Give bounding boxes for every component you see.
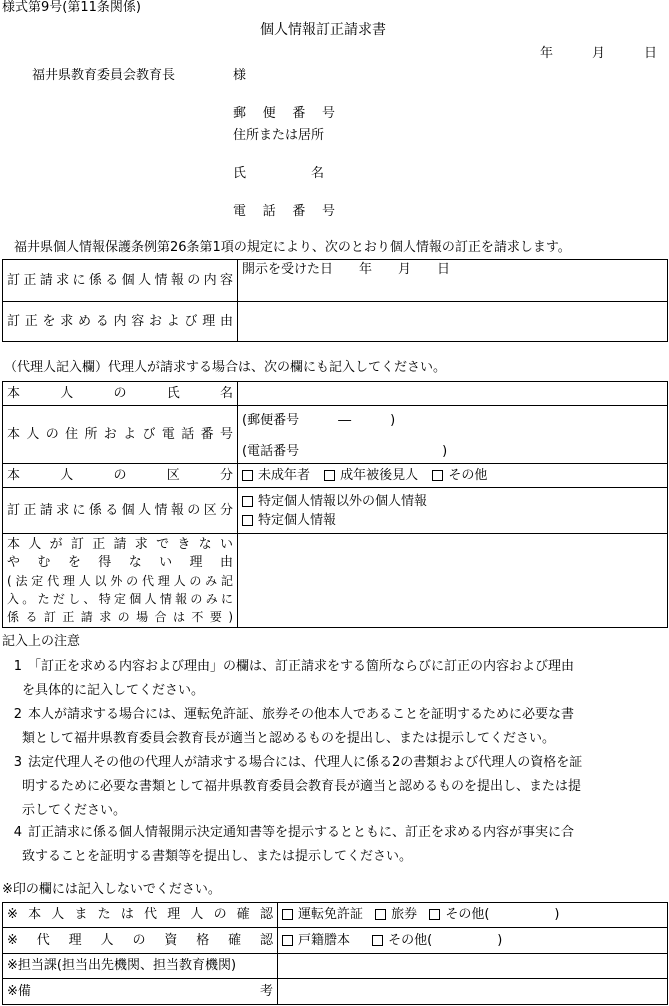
option-minor: 未成年者 <box>258 467 311 483</box>
name-label: 氏 名 <box>233 166 325 181</box>
address-label: 住所または居所 <box>233 128 325 143</box>
addressee-honorific: 様 <box>233 68 247 83</box>
option-passport: 旅券 <box>391 907 418 923</box>
option-specific-info: 特定個人情報 <box>258 512 337 528</box>
office-heading: ※印の欄には記入しないでください。 <box>2 882 221 897</box>
principal-address-label: 本人の住所および電話番号 <box>3 406 238 464</box>
dept-label: ※担当課(担当出先機関、担当教育機関) <box>3 954 278 979</box>
info-category-options <box>238 488 668 534</box>
office-table <box>2 902 668 1005</box>
addressee: 福井県教育委員会教育長 <box>32 68 176 83</box>
principal-category-options <box>238 464 668 488</box>
reason-value-cell[interactable] <box>238 302 668 342</box>
page-title: 個人情報訂正請求書 <box>260 22 386 38</box>
phone-line: (電話番号 ) <box>242 443 448 459</box>
checkbox-license[interactable] <box>282 909 293 920</box>
content-value-cell[interactable] <box>238 260 668 302</box>
principal-category-label: 本人の区分 <box>3 464 238 488</box>
date-line: 年 月 日 <box>540 46 658 61</box>
reason-label-cell: 訂正を求める内容および理由 <box>3 302 238 342</box>
remarks-value[interactable] <box>278 979 668 1005</box>
note-item-2: 2 本人が請求する場合には、運転免許証、旅券その他本人であることを証明するために必要な書 類として福井県教育委員会教育長が適当と認めるものを提出し、または提示してください。 <box>13 707 575 746</box>
checkbox-agent-other[interactable] <box>372 935 383 946</box>
info-category-label: 訂正請求に係る個人情報の区分 <box>3 488 238 534</box>
request-table <box>2 259 668 342</box>
postal-code-label: 郵便番号 <box>233 106 335 121</box>
checkbox-adult-ward[interactable] <box>324 470 335 481</box>
agent-check-label: ※代理人の資格確認 <box>3 928 278 954</box>
checkbox-family-register[interactable] <box>282 935 293 946</box>
checkbox-passport[interactable] <box>375 909 386 920</box>
option-other: その他 <box>448 467 488 483</box>
option-identity-other: その他( ) <box>445 907 560 923</box>
agent-table <box>2 381 668 628</box>
identity-check-label: ※本人または代理人の確認 <box>3 903 278 928</box>
form-number: 様式第9号(第11条関係) <box>2 0 141 15</box>
option-adult-ward: 成年被後見人 <box>340 467 419 483</box>
option-non-specific-info: 特定個人情報以外の個人情報 <box>258 493 428 509</box>
note-item-3: 3 法定代理人その他の代理人が請求する場合には、代理人に係る2の書類および代理人の資格を証 明するために必要な書類として福井県教育委員会教育長が適当と認めるものを提出し、または提 示してください。 <box>13 755 583 818</box>
checkbox-specific-info[interactable] <box>242 515 253 526</box>
postal-code-line: (郵便番号 ― ) <box>242 412 396 428</box>
intro-text: 福井県個人情報保護条例第26条第1項の規定により、次のとおり個人情報の訂正を請求します。 <box>14 240 571 255</box>
agent-check-options <box>278 928 668 954</box>
remarks-mark: ※備 <box>7 983 31 999</box>
disclosure-date: 開示を受けた日 年 月 日 <box>242 262 451 277</box>
checkbox-identity-other[interactable] <box>429 909 440 920</box>
notes-heading: 記入上の注意 <box>2 634 81 649</box>
agent-heading: （代理人記入欄）代理人が請求する場合は、次の欄にも記入してください。 <box>4 360 447 375</box>
principal-name-value[interactable] <box>238 382 668 406</box>
remarks-end: 考 <box>259 983 273 999</box>
note-item-4: 4 訂正請求に係る個人情報開示決定通知書等を提示するとともに、訂正を求める内容が事実に合 致することを証明する書類等を提出し、または提示してください。 <box>13 825 575 864</box>
option-license: 運転免許証 <box>298 907 364 923</box>
phone-label: 電話番号 <box>233 204 335 219</box>
option-family-register: 戸籍謄本 <box>298 932 351 948</box>
remarks-label <box>3 979 278 1005</box>
identity-check-options <box>278 903 668 928</box>
principal-address-value[interactable] <box>238 406 668 464</box>
checkbox-other[interactable] <box>432 470 443 481</box>
note-item-1: 1 「訂正を求める内容および理由」の欄は、訂正請求をする箇所ならびに訂正の内容および理由 を具体的に記入してください。 <box>13 659 575 698</box>
option-agent-other: その他( ) <box>388 932 503 948</box>
dept-value[interactable] <box>278 954 668 979</box>
checkbox-minor[interactable] <box>242 470 253 481</box>
principal-name-label: 本人の氏名 <box>3 382 238 406</box>
content-label-cell: 訂正請求に係る個人情報の内容 <box>3 260 238 302</box>
reason-unable-value[interactable] <box>238 534 668 628</box>
reason-unable-label: 本人が訂正請求できない やむを得ない理由 (法定代理人以外の代理人のみ記 入。ただし、特定個人情報のみに 係る訂正請求の場合は不要) <box>3 534 238 628</box>
checkbox-non-specific-info[interactable] <box>242 496 253 507</box>
